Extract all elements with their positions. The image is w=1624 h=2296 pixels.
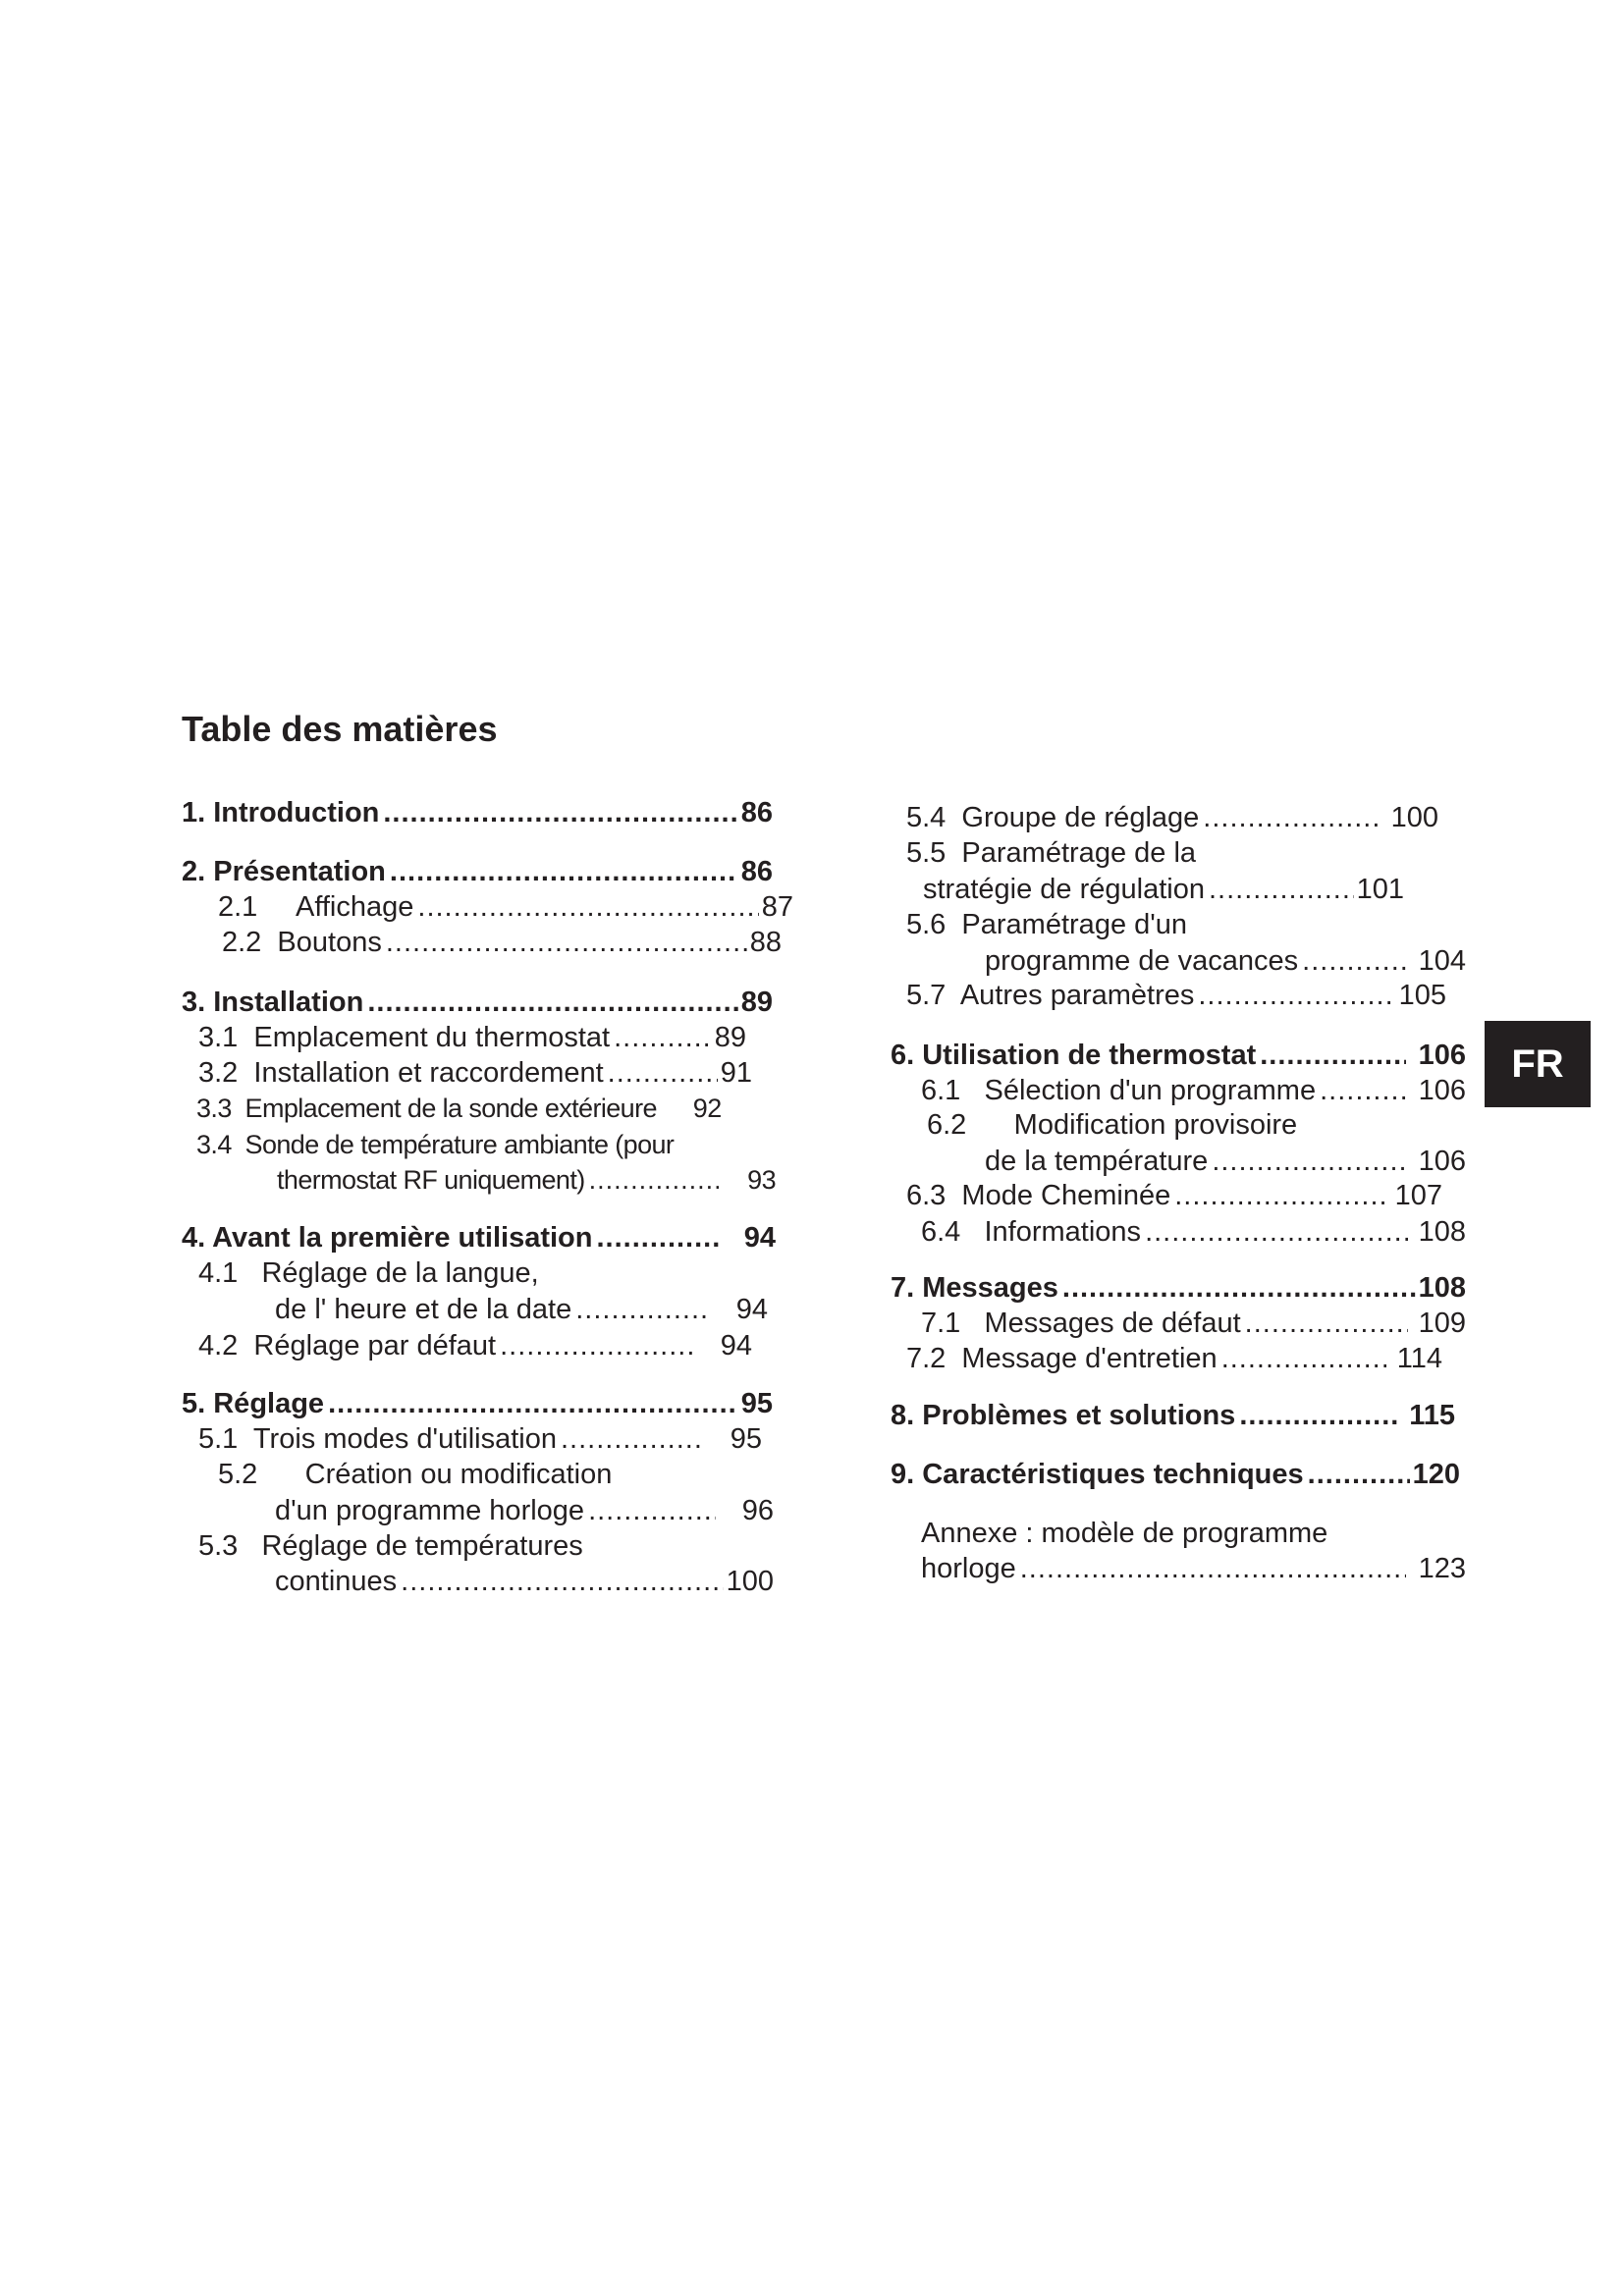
toc-entry-6-2-cont[interactable]: [985, 1144, 1466, 1179]
toc-label: 5.1 Trois modes d'utilisation: [198, 1423, 557, 1455]
toc-entry-7-1[interactable]: [921, 1306, 1466, 1341]
toc-label: 6.1 Sélection d'un programme: [921, 1075, 1317, 1106]
toc-page: 93: [747, 1165, 776, 1195]
toc-page: 94: [735, 1294, 768, 1325]
toc-label: 5.6 Paramétrage d'un: [906, 909, 1188, 940]
toc-label: 1. Introduction: [182, 797, 380, 828]
toc-page: 96: [741, 1495, 774, 1526]
toc-entry-1[interactable]: [182, 795, 773, 830]
toc-entry-5-2[interactable]: [218, 1457, 612, 1492]
toc-entry-2-2[interactable]: [222, 925, 782, 960]
dot-leader: [500, 1328, 694, 1363]
language-tab-fr: FR: [1485, 1021, 1591, 1107]
dot-leader: [367, 985, 737, 1020]
toc-page: 108: [1418, 1216, 1466, 1248]
toc-entry-2[interactable]: [182, 854, 773, 889]
toc-label: de l' heure et de la date: [275, 1294, 572, 1325]
toc-label: 3.3 Emplacement de la sonde extérieure: [196, 1094, 657, 1123]
toc-entry-5-1[interactable]: [198, 1421, 762, 1457]
dot-leader: [386, 925, 747, 960]
toc-entry-5-7[interactable]: [906, 978, 1446, 1013]
dot-leader: [1245, 1306, 1408, 1341]
toc-label: 5.3 Réglage de températures: [198, 1530, 583, 1562]
toc-label: d'un programme horloge: [275, 1495, 585, 1526]
toc-page: 109: [1418, 1308, 1466, 1339]
toc-entry-3-3[interactable]: [196, 1091, 722, 1126]
toc-entry-3-4[interactable]: [196, 1127, 674, 1162]
toc-entry-7-2[interactable]: [906, 1341, 1442, 1376]
toc-label: thermostat RF uniquement): [277, 1165, 585, 1195]
dot-leader: [1239, 1398, 1398, 1433]
dot-leader: [575, 1292, 710, 1327]
toc-entry-4-1-cont[interactable]: [275, 1292, 768, 1327]
toc-page: 120: [1412, 1459, 1460, 1490]
toc-label: 5.2 Création ou modification: [218, 1459, 613, 1490]
toc-label: 6.2 Modification provisoire: [927, 1109, 1298, 1141]
page-title: Table des matières: [182, 709, 498, 749]
toc-label: 4. Avant la première utilisation: [182, 1222, 593, 1254]
dot-leader: [1198, 978, 1395, 1013]
toc-page: 114: [1396, 1343, 1442, 1374]
dot-leader: [383, 795, 737, 830]
toc-page: 88: [749, 927, 782, 958]
dot-leader: [1302, 943, 1407, 979]
toc-page: 95: [740, 1388, 773, 1419]
dot-leader: [614, 1020, 712, 1055]
toc-entry-5-5-cont[interactable]: [923, 872, 1404, 907]
toc-label: 2.1 Affichage: [218, 891, 414, 923]
toc-label: 5. Réglage: [182, 1388, 325, 1419]
dot-leader: [608, 1055, 718, 1091]
toc-entry-5-6-cont[interactable]: [985, 943, 1466, 979]
dot-leader: [1174, 1178, 1383, 1213]
toc-entry-5-2-cont[interactable]: [275, 1493, 774, 1528]
toc-page: 106: [1418, 1075, 1466, 1106]
dot-leader: [589, 1162, 720, 1198]
toc-label: 7.2 Message d'entretien: [906, 1343, 1218, 1374]
toc-page: 106: [1418, 1040, 1466, 1071]
toc-page: 105: [1398, 980, 1446, 1011]
toc-entry-annexe[interactable]: [921, 1516, 1327, 1551]
toc-label: 2.2 Boutons: [222, 927, 382, 958]
dot-leader: [588, 1493, 716, 1528]
toc-page: 115: [1409, 1400, 1455, 1431]
dot-leader: [417, 889, 758, 925]
toc-entry-6-4[interactable]: [921, 1214, 1466, 1250]
toc-label: 6.4 Informations: [921, 1216, 1142, 1248]
dot-leader: [401, 1564, 723, 1599]
toc-entry-5-3-cont[interactable]: [275, 1564, 774, 1599]
toc-entry-6-2[interactable]: [927, 1107, 1297, 1143]
toc-label: 3.1 Emplacement du thermostat: [198, 1022, 611, 1053]
toc-label: stratégie de régulation: [923, 874, 1205, 905]
toc-entry-4-2[interactable]: [198, 1328, 752, 1363]
toc-entry-6-1[interactable]: [921, 1073, 1466, 1108]
dot-leader: [328, 1386, 738, 1421]
toc-entry-9[interactable]: [891, 1457, 1460, 1492]
toc-label: 4.1 Réglage de la langue,: [198, 1257, 539, 1289]
toc-label: programme de vacances: [985, 945, 1299, 977]
toc-label: 3.2 Installation et raccordement: [198, 1057, 604, 1089]
toc-entry-5[interactable]: [182, 1386, 773, 1421]
toc-label: 5.4 Groupe de réglage: [906, 802, 1200, 833]
toc-page: 106: [1418, 1146, 1466, 1177]
toc-label: 4.2 Réglage par défaut: [198, 1330, 497, 1362]
dot-leader: [1212, 1144, 1407, 1179]
toc-entry-5-5[interactable]: [906, 835, 1196, 871]
toc-entry-4-1[interactable]: [198, 1255, 539, 1291]
toc-page: 89: [714, 1022, 746, 1053]
toc-page: 100: [726, 1566, 774, 1597]
toc-entry-8[interactable]: [891, 1398, 1455, 1433]
toc-page: 95: [730, 1423, 762, 1455]
toc-entry-4[interactable]: [182, 1220, 776, 1255]
dot-leader: [1020, 1551, 1406, 1586]
dot-leader: [1203, 800, 1380, 835]
dot-leader: [1145, 1214, 1408, 1250]
toc-page: 92: [692, 1094, 722, 1123]
toc-page: 108: [1418, 1272, 1466, 1304]
dot-leader: [596, 1220, 721, 1255]
dot-leader: [390, 854, 738, 889]
toc-entry-6-3[interactable]: [906, 1178, 1442, 1213]
dot-leader: [1062, 1270, 1416, 1306]
toc-page: 86: [740, 797, 773, 828]
toc-label: 5.7 Autres paramètres: [906, 980, 1195, 1011]
toc-page: 94: [720, 1330, 752, 1362]
toc-label: 7.1 Messages de défaut: [921, 1308, 1241, 1339]
toc-entry-5-3[interactable]: [198, 1528, 583, 1564]
dot-leader: [1320, 1073, 1408, 1108]
toc-page: 101: [1356, 874, 1404, 905]
toc-entry-7[interactable]: [891, 1270, 1466, 1306]
toc-label: Annexe : modèle de programme: [921, 1518, 1328, 1549]
toc-label: 9. Caractéristiques techniques: [891, 1459, 1304, 1490]
toc-page: 94: [743, 1222, 776, 1254]
dot-leader: [1209, 872, 1354, 907]
toc-entry-6[interactable]: [891, 1038, 1466, 1073]
dot-leader: [1308, 1457, 1410, 1492]
toc-label: continues: [275, 1566, 398, 1597]
toc-entry-5-4[interactable]: [906, 800, 1438, 835]
toc-entry-3-4-cont[interactable]: [277, 1162, 776, 1198]
toc-label: 2. Présentation: [182, 856, 386, 887]
toc-label: horloge: [921, 1553, 1016, 1584]
toc-entry-3-1[interactable]: [198, 1020, 746, 1055]
toc-page: 123: [1418, 1553, 1466, 1584]
toc-entry-annexe-cont[interactable]: [921, 1551, 1466, 1586]
dot-leader: [561, 1421, 704, 1457]
toc-page: 107: [1394, 1180, 1442, 1211]
toc-label: de la température: [985, 1146, 1209, 1177]
toc-entry-3[interactable]: [182, 985, 773, 1020]
toc-label: 3.4 Sonde de température ambiante (pour: [196, 1130, 675, 1159]
toc-entry-3-2[interactable]: [198, 1055, 752, 1091]
toc-entry-5-6[interactable]: [906, 907, 1187, 942]
toc-label: 7. Messages: [891, 1272, 1058, 1304]
toc-label: 5.5 Paramétrage de la: [906, 837, 1197, 869]
toc-page: 100: [1390, 802, 1438, 833]
toc-page: 86: [740, 856, 773, 887]
toc-label: 8. Problèmes et solutions: [891, 1400, 1236, 1431]
toc-page: 91: [720, 1057, 752, 1089]
toc-label: 6. Utilisation de thermostat: [891, 1040, 1257, 1071]
toc-entry-2-1[interactable]: [218, 889, 793, 925]
toc-page: 87: [761, 891, 793, 923]
toc-label: 6.3 Mode Cheminée: [906, 1180, 1171, 1211]
dot-leader: [1221, 1341, 1386, 1376]
toc-page: 89: [740, 987, 773, 1018]
toc-label: 3. Installation: [182, 987, 364, 1018]
dot-leader: [1260, 1038, 1405, 1073]
toc-page: 104: [1418, 945, 1466, 977]
